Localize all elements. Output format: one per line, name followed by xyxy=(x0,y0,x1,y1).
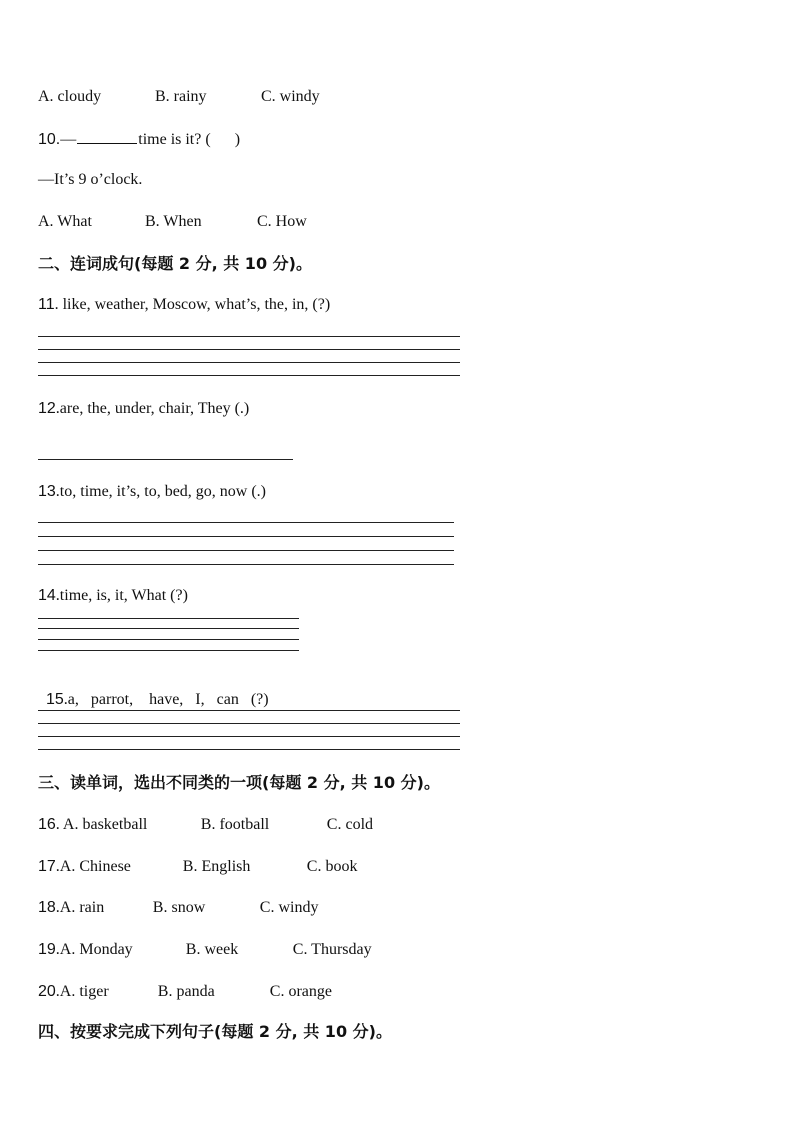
q17-number: 17 xyxy=(38,858,56,875)
q15-text: .a, parrot, have, I, can (?) xyxy=(63,691,269,708)
q13-writing-line xyxy=(38,536,454,537)
q14-writing-line xyxy=(38,639,299,640)
q16-number: 16 xyxy=(38,816,56,833)
q14-writing-line xyxy=(38,628,299,629)
q18-number: 18 xyxy=(38,899,56,916)
q19-options xyxy=(38,940,372,960)
q13-writing-line xyxy=(38,522,454,523)
q10-option-b: B. When xyxy=(145,213,202,230)
q9-option-a: A. cloudy xyxy=(38,88,102,105)
q13-writing-line xyxy=(38,550,454,551)
q17-options xyxy=(38,857,357,877)
q19-option-a: .A. Monday xyxy=(55,941,133,958)
q16-option-b: B. football xyxy=(200,816,270,833)
q11-prompt xyxy=(38,295,330,315)
q12-text: .are, the, under, chair, They (.) xyxy=(55,400,250,417)
q20-option-b: B. panda xyxy=(157,983,215,1000)
q18-options xyxy=(38,898,318,918)
q10-number: 10. xyxy=(38,131,61,148)
q15-writing-line xyxy=(38,723,460,724)
q12-prompt xyxy=(38,399,249,419)
q14-text: .time, is, it, What (?) xyxy=(55,587,188,604)
q14-number: 14 xyxy=(38,587,56,604)
q12-number: 12 xyxy=(38,400,56,417)
q10-options xyxy=(38,212,307,232)
q12-writing-line xyxy=(38,459,293,460)
q17-option-c: C. book xyxy=(306,858,358,875)
q16-option-a: . A. basketball xyxy=(55,816,148,833)
q14-prompt xyxy=(38,586,188,606)
q9-option-c: C. windy xyxy=(261,88,320,105)
q15-writing-line xyxy=(38,710,460,711)
q11-writing-line xyxy=(38,349,460,350)
q10-answer-line: —It’s 9 o’clock. xyxy=(38,171,143,188)
q18-option-a: .A. rain xyxy=(55,899,105,916)
q20-options xyxy=(38,982,332,1002)
section-3-heading: 三、读单词，选出不同类的一项(每题 2 分, 共 10 分)。 xyxy=(38,773,440,792)
q11-number: 11 xyxy=(38,296,55,313)
q9-options xyxy=(38,87,320,107)
q17-option-b: B. English xyxy=(182,858,251,875)
q13-text: .to, time, it’s, to, bed, go, now (.) xyxy=(55,483,266,500)
q10-close-paren: ) xyxy=(234,131,241,148)
q13-number: 13 xyxy=(38,483,56,500)
q10-dash: — xyxy=(60,131,77,148)
q18-option-c: C. windy xyxy=(259,899,319,916)
q10-answer-blank xyxy=(77,129,137,144)
q11-writing-line xyxy=(38,336,460,337)
q15-writing-line xyxy=(38,749,460,750)
q11-writing-line xyxy=(38,362,460,363)
q9-option-b: B. rainy xyxy=(155,88,207,105)
q20-option-a: .A. tiger xyxy=(55,983,109,1000)
q11-writing-line xyxy=(38,375,460,376)
q15-writing-line xyxy=(38,736,460,737)
q17-option-a: .A. Chinese xyxy=(55,858,131,875)
q15-prompt xyxy=(38,670,269,710)
q14-writing-line xyxy=(38,650,299,651)
q19-number: 19 xyxy=(38,941,56,958)
q15-number: 15 xyxy=(46,691,64,708)
section-2-heading: 二、连词成句(每题 2 分, 共 10 分)。 xyxy=(38,254,312,273)
q19-option-c: C. Thursday xyxy=(292,941,372,958)
q16-option-c: C. cold xyxy=(326,816,374,833)
q20-number: 20 xyxy=(38,983,56,1000)
q11-text: . like, weather, Moscow, what’s, the, in, (?) xyxy=(54,296,331,313)
q10-question xyxy=(38,129,240,150)
q10-option-c: C. How xyxy=(257,213,307,230)
q10-option-a: A. What xyxy=(38,213,92,230)
q20-option-c: C. orange xyxy=(269,983,332,1000)
q13-writing-line xyxy=(38,564,454,565)
q16-options xyxy=(38,815,373,835)
q14-writing-line xyxy=(38,618,299,619)
q18-option-b: B. snow xyxy=(152,899,206,916)
q10-text: time is it? ( xyxy=(138,131,211,148)
q13-prompt xyxy=(38,482,266,502)
q19-option-b: B. week xyxy=(185,941,239,958)
section-4-heading: 四、按要求完成下列句子(每题 2 分, 共 10 分)。 xyxy=(38,1022,392,1041)
